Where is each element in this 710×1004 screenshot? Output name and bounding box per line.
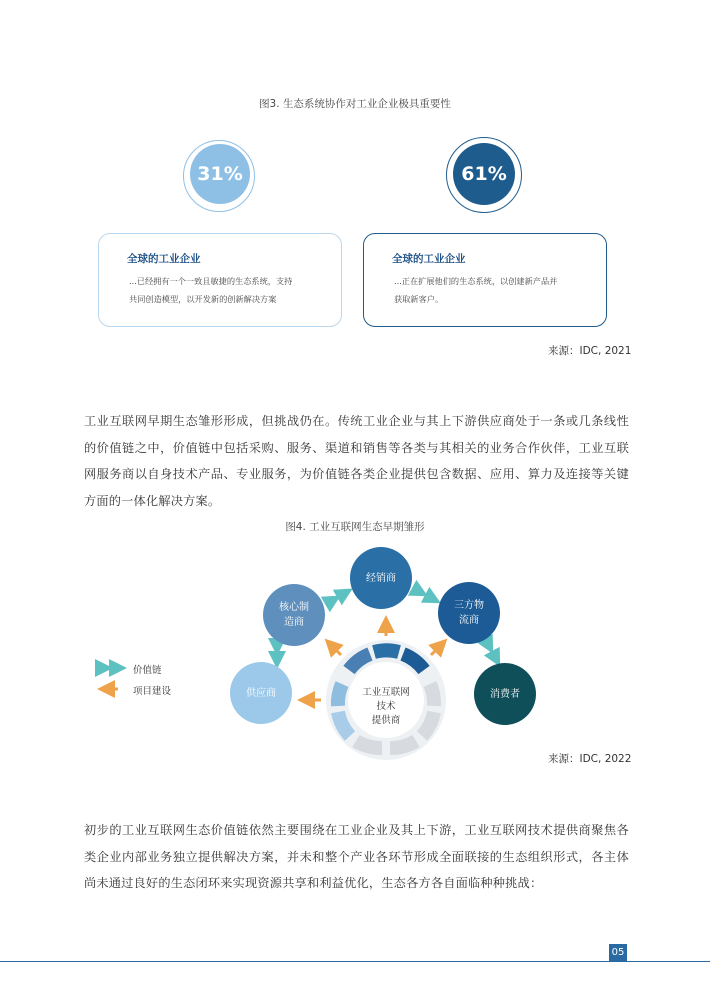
center-label-line1: 工业互联网	[362, 687, 410, 698]
left-stat-circle: 31%	[190, 144, 250, 204]
node-third-party-logistics	[438, 582, 500, 644]
left-card-heading: 全球的工业企业	[127, 253, 201, 265]
node-consumer	[474, 663, 536, 725]
center-label-line2: 技术	[376, 701, 396, 712]
left-card-line2: 共同创造模型，以开发新的创新解决方案	[129, 294, 277, 304]
legend-project-label: 项目建设	[133, 686, 172, 697]
left-card-line1: ...已经拥有一个一致且敏捷的生态系统，支持	[129, 276, 293, 286]
node-distributor-label: 经销商	[366, 572, 396, 584]
figure4-title: 图4. 工业互联网生态早期雏形	[285, 521, 425, 533]
center-label	[346, 686, 426, 728]
legend-value-chain-label: 价值链	[133, 665, 162, 676]
right-card-heading: 全球的工业企业	[392, 253, 466, 265]
figure4-source: 来源：IDC, 2022	[548, 753, 632, 765]
node-consumer-label: 消费者	[490, 688, 520, 700]
right-card-line1: ...正在扩展他们的生态系统，以创建新产品并	[394, 276, 558, 286]
footer-rule	[0, 961, 710, 962]
right-card-line2: 获取新客户。	[394, 294, 444, 304]
figure3-title: 图3. 生态系统协作对工业企业极具重要性	[259, 98, 451, 110]
node-distributor	[350, 547, 412, 609]
node-third-party-logistics-label: 三方物 流商	[454, 600, 484, 626]
paragraph-1: 工业互联网早期生态雏形形成，但挑战仍在。传统工业企业与其上下游供应商处于一条或几条线性的价值链之中，价值链中包括采购、服务、渠道和销售等各类与其相关的业务合作伙伴，工业互联网服务商以自身技术产品、专业服务，为价值链各类企业提供包含数据、应用、算力及连接等关键方面的一体化解决方案。	[84, 414, 629, 508]
node-core-manufacturer-label: 核心制 造商	[279, 602, 309, 628]
page-number: 05	[609, 944, 627, 961]
paragraph-2: 初步的工业互联网生态价值链依然主要围绕在工业企业及其上下游，工业互联网技术提供商聚焦各类企业内部业务独立提供解决方案，并未和整个产业各环节形成全面联接的生态组织形式，各主体尚未通过良好的生态闭环来实现资源共享和利益优化，生态各方各自面临种种挑战：	[84, 823, 629, 890]
node-supplier	[230, 662, 292, 724]
figure3-source: 来源：IDC, 2021	[548, 345, 632, 357]
center-label-line3: 提供商	[371, 715, 401, 726]
node-supplier-label: 供应商	[246, 687, 276, 699]
right-stat-card	[363, 233, 607, 327]
left-stat-card	[98, 233, 342, 327]
node-core-manufacturer	[263, 584, 325, 646]
right-stat-circle: 61%	[453, 143, 515, 205]
